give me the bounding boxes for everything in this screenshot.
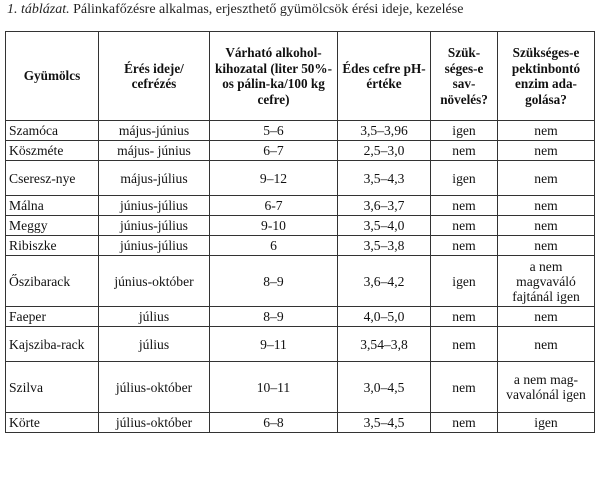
- table-cell: nem: [498, 196, 595, 216]
- table-cell: nem: [498, 327, 595, 362]
- fruit-table: [5, 31, 595, 433]
- table-cell: május- június: [99, 141, 210, 161]
- table-row: [6, 216, 595, 236]
- fruit-name-cell: Őszibarack: [6, 256, 99, 307]
- fruit-name-cell: Szilva: [6, 362, 99, 413]
- table-cell: július: [99, 327, 210, 362]
- table-cell: 6–7: [210, 141, 338, 161]
- header-cell: Érés ideje/ cefrézés: [99, 32, 210, 121]
- table-cell: 3,6–3,7: [338, 196, 431, 216]
- caption-title: Pálinkafőzésre alkalmas, erjeszthető gyümölcsök érési ideje, kezelése: [73, 2, 464, 17]
- table-cell: nem: [431, 236, 498, 256]
- table-cell: 6: [210, 236, 338, 256]
- table-cell: 6–8: [210, 413, 338, 433]
- table-row: [6, 121, 595, 141]
- table-cell: 3,54–3,8: [338, 327, 431, 362]
- table-cell: 9–11: [210, 327, 338, 362]
- table-cell: 9–12: [210, 161, 338, 196]
- table-cell: 8–9: [210, 256, 338, 307]
- table-cell: 3,6–4,2: [338, 256, 431, 307]
- table-cell: nem: [498, 236, 595, 256]
- header-cell: Várható alkohol-kihozatal (liter 50%-os pálin-ka/100 kg cefre): [210, 32, 338, 121]
- table-cell: 3,5–3,8: [338, 236, 431, 256]
- table-cell: május-június: [99, 121, 210, 141]
- header-cell: Édes cefre pH-értéke: [338, 32, 431, 121]
- table-row: [6, 256, 595, 307]
- table-caption: [7, 2, 593, 18]
- table-cell: június-július: [99, 196, 210, 216]
- table-row: [6, 196, 595, 216]
- fruit-name-cell: Körte: [6, 413, 99, 433]
- table-cell: 3,5–3,96: [338, 121, 431, 141]
- header-cell: Szükséges-e pektinbontó enzim ada-golása?: [498, 32, 595, 121]
- table-cell: igen: [431, 161, 498, 196]
- table-cell: 3,5–4,3: [338, 161, 431, 196]
- table-cell: 5–6: [210, 121, 338, 141]
- table-cell: igen: [431, 121, 498, 141]
- table-cell: nem: [431, 362, 498, 413]
- table-cell: 10–11: [210, 362, 338, 413]
- table-cell: nem: [431, 141, 498, 161]
- table-cell: július: [99, 307, 210, 327]
- table-cell: 2,5–3,0: [338, 141, 431, 161]
- table-cell: nem: [498, 141, 595, 161]
- table-row: [6, 413, 595, 433]
- header-row: [6, 32, 595, 121]
- table-row: [6, 307, 595, 327]
- table-cell: nem: [498, 307, 595, 327]
- fruit-name-cell: Köszméte: [6, 141, 99, 161]
- caption-number: 1. táblázat.: [7, 2, 70, 17]
- table-cell: 8–9: [210, 307, 338, 327]
- table-cell: a nem magvaváló fajtánál igen: [498, 256, 595, 307]
- table-cell: a nem mag-vavalónál igen: [498, 362, 595, 413]
- table-cell: június-október: [99, 256, 210, 307]
- table-cell: nem: [431, 196, 498, 216]
- table-cell: 4,0–5,0: [338, 307, 431, 327]
- table-cell: nem: [498, 121, 595, 141]
- table-cell: nem: [498, 161, 595, 196]
- header-cell: Szük-séges-e sav-növelés?: [431, 32, 498, 121]
- table-row: [6, 362, 595, 413]
- fruit-name-cell: Kajsziba-rack: [6, 327, 99, 362]
- table-cell: 3,5–4,5: [338, 413, 431, 433]
- table-cell: nem: [431, 327, 498, 362]
- table-cell: nem: [431, 216, 498, 236]
- table-row: [6, 236, 595, 256]
- table-cell: június-július: [99, 216, 210, 236]
- table-cell: 9-10: [210, 216, 338, 236]
- table-cell: július-október: [99, 362, 210, 413]
- fruit-name-cell: Ribiszke: [6, 236, 99, 256]
- table-cell: július-október: [99, 413, 210, 433]
- table-cell: nem: [498, 216, 595, 236]
- fruit-name-cell: Szamóca: [6, 121, 99, 141]
- fruit-name-cell: Cseresz-nye: [6, 161, 99, 196]
- fruit-name-cell: Meggy: [6, 216, 99, 236]
- table-row: [6, 141, 595, 161]
- table-cell: 6-7: [210, 196, 338, 216]
- fruit-name-cell: Faeper: [6, 307, 99, 327]
- table-cell: igen: [498, 413, 595, 433]
- table-cell: nem: [431, 413, 498, 433]
- table-row: [6, 327, 595, 362]
- table-cell: nem: [431, 307, 498, 327]
- table-cell: 3,0–4,5: [338, 362, 431, 413]
- fruit-name-cell: Málna: [6, 196, 99, 216]
- table-cell: május-július: [99, 161, 210, 196]
- table-row: [6, 161, 595, 196]
- header-cell: Gyümölcs: [6, 32, 99, 121]
- table-cell: igen: [431, 256, 498, 307]
- table-cell: június-július: [99, 236, 210, 256]
- table-cell: 3,5–4,0: [338, 216, 431, 236]
